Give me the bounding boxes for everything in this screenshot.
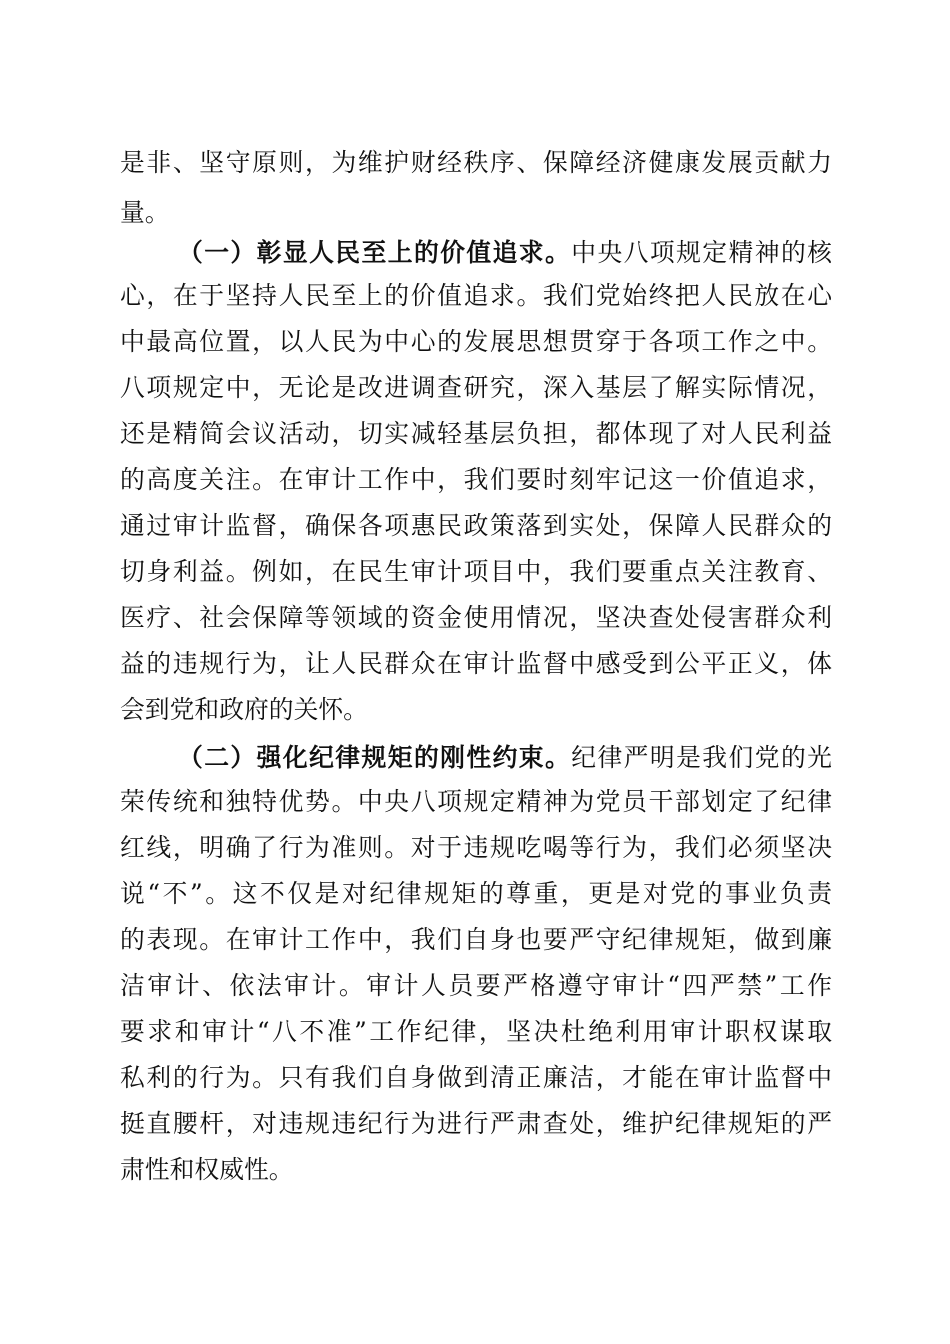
body-line: 说“不”。这不仅是对纪律规矩的尊重，更是对党的事业负责	[120, 879, 832, 908]
body-line: 量。	[120, 198, 170, 227]
body-line: 的表现。在审计工作中，我们自身也要严守纪律规矩，做到廉	[120, 925, 832, 954]
body-line: 还是精简会议活动，切实减轻基层负担，都体现了对人民利益	[120, 419, 832, 448]
body-line: 肃性和权威性。	[120, 1155, 294, 1184]
body-line: 益的违规行为，让人民群众在审计监督中感受到公平正义，体	[120, 649, 832, 678]
body-line: 切身利益。例如，在民生审计项目中，我们要重点关注教育、	[120, 557, 832, 586]
section-2-heading: （二）强化纪律规矩的刚性约束。	[178, 743, 572, 772]
body-line: 心，在于坚持人民至上的价值追求。我们党始终把人民放在心	[120, 281, 832, 310]
body-line: 中最高位置，以人民为中心的发展思想贯穿于各项工作之中。	[120, 327, 832, 356]
body-line: 挺直腰杆，对违规违纪行为进行严肃查处，维护纪律规矩的严	[120, 1109, 832, 1138]
body-line: 会到党和政府的关怀。	[120, 695, 368, 724]
body-line: 红线，明确了行为准则。对于违规吃喝等行为，我们必须坚决	[120, 833, 832, 862]
section-2-first-line-text: 纪律严明是我们党的光	[571, 743, 832, 772]
section-1-first-line-text: 中央八项规定精神的核	[571, 238, 832, 267]
body-line: 要求和审计“八不准”工作纪律，坚决杜绝利用审计职权谋取	[120, 1017, 832, 1046]
body-line: 八项规定中，无论是改进调查研究，深入基层了解实际情况，	[120, 373, 832, 402]
body-line: 私利的行为。只有我们自身做到清正廉洁，才能在审计监督中	[120, 1063, 832, 1092]
body-line: 洁审计、依法审计。审计人员要严格遵守审计“四严禁”工作	[120, 971, 832, 1000]
body-line: 是非、坚守原则，为维护财经秩序、保障经济健康发展贡献力	[120, 148, 832, 177]
body-line: 医疗、社会保障等领域的资金使用情况，坚决查处侵害群众利	[120, 603, 832, 632]
body-line: 通过审计监督，确保各项惠民政策落到实处，保障人民群众的	[120, 511, 832, 540]
body-line: 的高度关注。在审计工作中，我们要时刻牢记这一价值追求，	[120, 465, 832, 494]
body-line: 荣传统和独特优势。中央八项规定精神为党员干部划定了纪律	[120, 787, 832, 816]
section-2-first-line	[178, 733, 832, 783]
section-1-heading: （一）彰显人民至上的价值追求。	[178, 238, 572, 267]
